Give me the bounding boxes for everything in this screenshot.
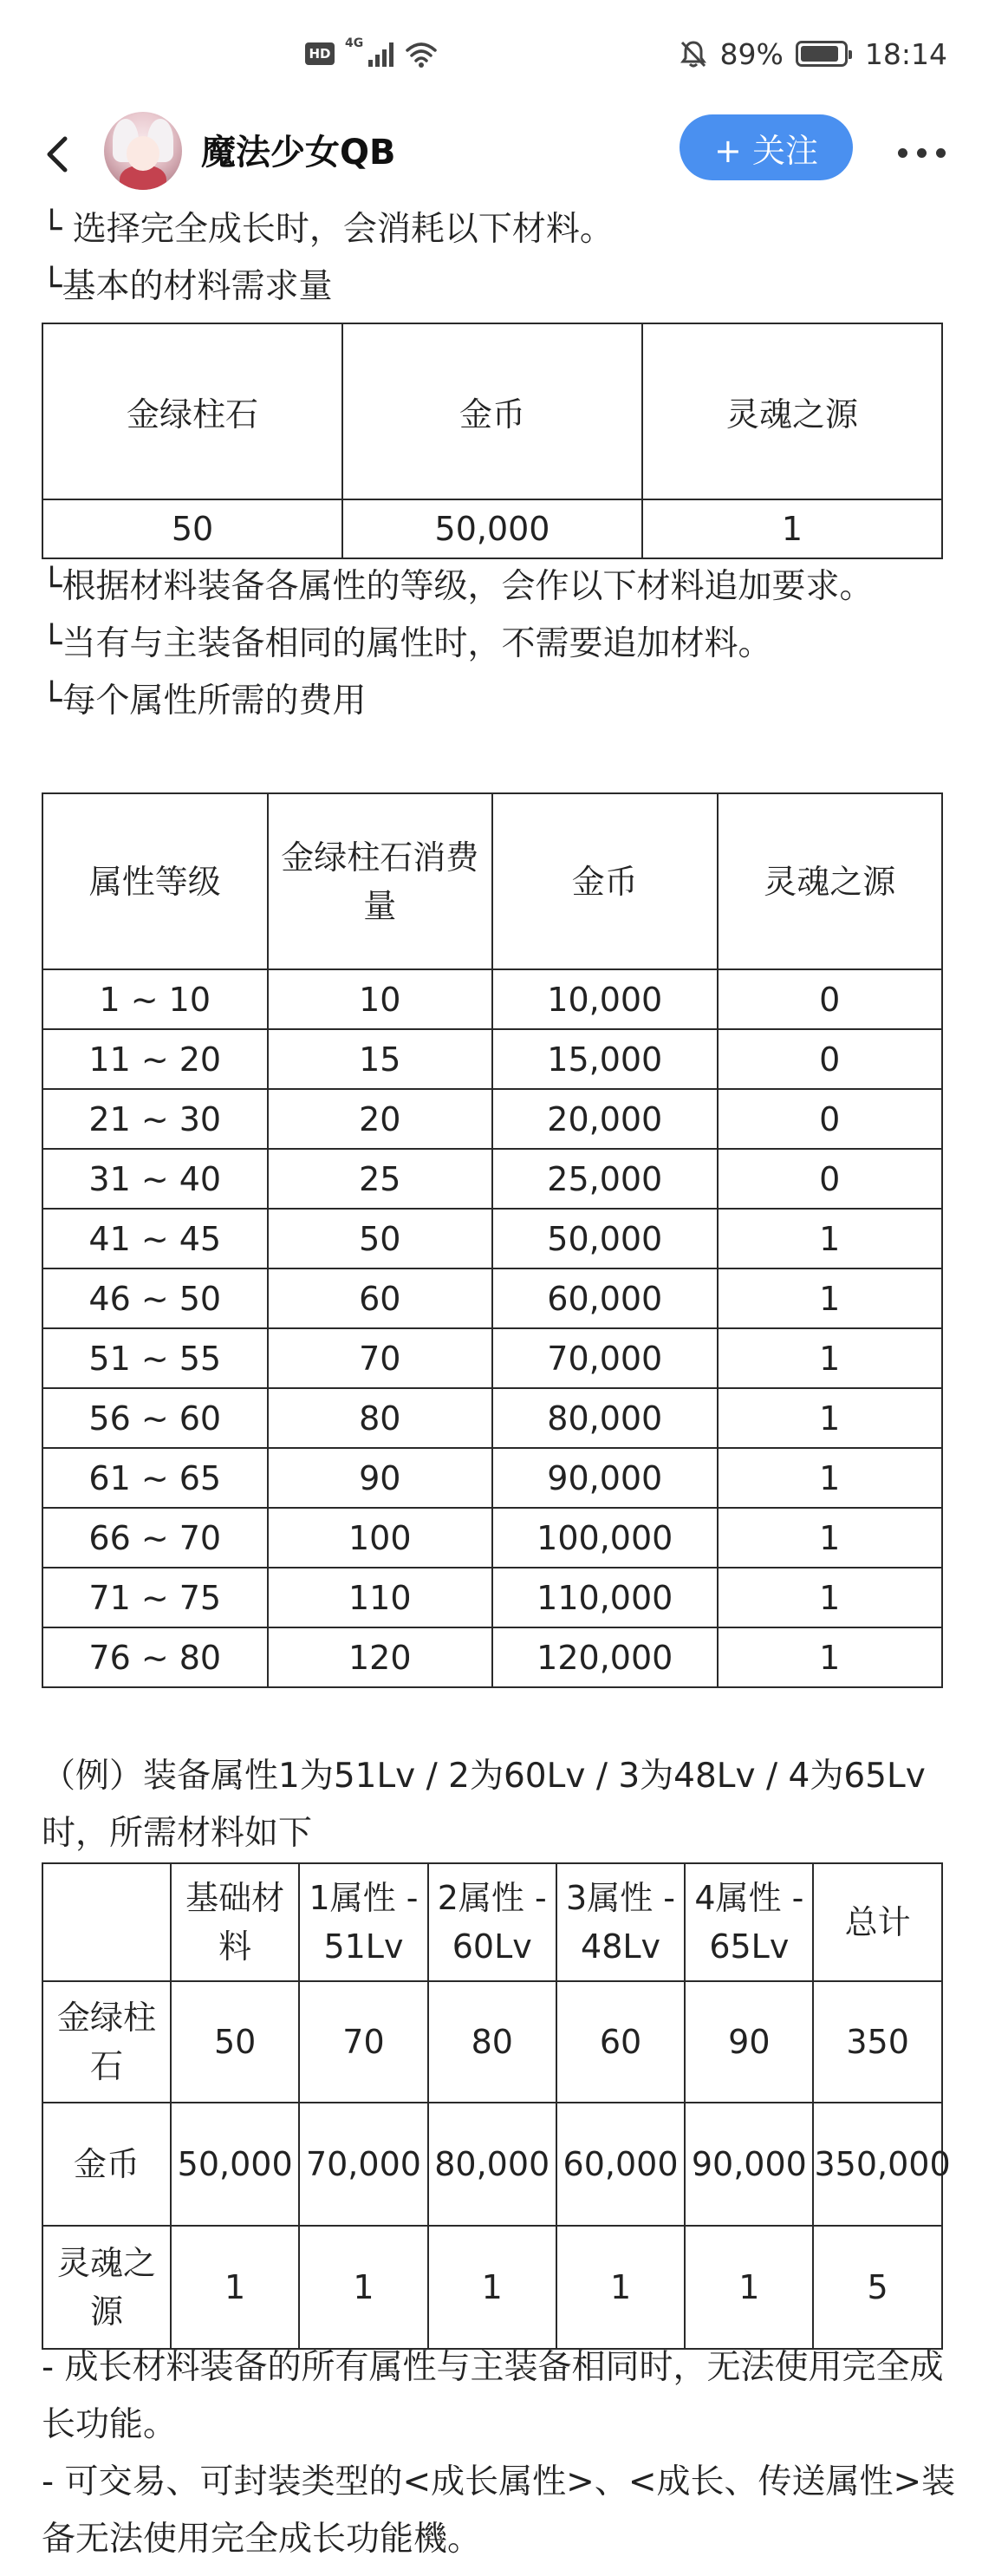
table-cell: 0 (718, 1089, 943, 1149)
table-cell: 1 (718, 1328, 943, 1388)
table-cell: 100,000 (492, 1508, 718, 1568)
hd-icon: HD (305, 42, 335, 65)
table-header-row (42, 793, 942, 969)
note-1: - 成长材料装备的所有属性与主装备相同时，无法使用完全成长功能。 (42, 2348, 944, 2444)
status-right (679, 33, 947, 75)
clock: 18:14 (864, 36, 947, 71)
table-header-cell: 基础材料 (171, 1863, 299, 1981)
wifi-icon (404, 40, 439, 68)
table-cell: 46 ~ 50 (42, 1268, 268, 1328)
additional-requirements-text (42, 558, 952, 730)
table-cell: 70,000 (299, 2103, 427, 2226)
table-cell: 80 (268, 1388, 493, 1448)
table-cell: 60 (268, 1268, 493, 1328)
table-cell: 61 ~ 65 (42, 1448, 268, 1508)
table-cell: 60,000 (556, 2103, 685, 2226)
table-row (42, 1627, 942, 1687)
table-cell: 11 ~ 20 (42, 1029, 268, 1089)
table-cell: 350,000 (813, 2103, 941, 2226)
table-row (42, 1448, 942, 1508)
status-network-icons (305, 33, 439, 75)
mute-bell-icon (679, 39, 708, 68)
signal-icon (368, 41, 393, 67)
table-cell: 31 ~ 40 (42, 1149, 268, 1209)
table-row (42, 1508, 942, 1568)
table-cell: 1 (556, 2226, 685, 2349)
requirement-line-2: └当有与主装备相同的属性时，不需要追加材料。 (42, 624, 772, 663)
table-header-cell: 金绿柱石消费量 (268, 793, 493, 969)
table-cell: 120 (268, 1627, 493, 1687)
table-cell: 1 ~ 10 (42, 969, 268, 1029)
table-cell: 70 (268, 1328, 493, 1388)
table-cell: 1 (718, 1508, 943, 1568)
row-label-cell: 灵魂之源 (42, 2226, 171, 2349)
table-row (42, 1149, 942, 1209)
table-row (42, 1209, 942, 1268)
table-cell: 10 (268, 969, 493, 1029)
table-cell: 60 (556, 1981, 685, 2103)
table-cell: 110 (268, 1568, 493, 1627)
table-header-cell: 1属性 - 51Lv (299, 1863, 427, 1981)
requirement-paragraph: └根据材料装备各属性的等级，会作以下材料追加要求。 (42, 567, 874, 606)
table-cell: 1 (718, 1388, 943, 1448)
table-cell: 50 (42, 499, 342, 558)
table-cell: 100 (268, 1508, 493, 1568)
intro-text (42, 201, 952, 316)
table-cell: 1 (718, 1448, 943, 1508)
row-label-cell: 金绿柱石 (42, 1981, 171, 2103)
table-header-cell: 金币 (492, 793, 718, 969)
table-row (42, 1388, 942, 1448)
notes (42, 2339, 960, 2568)
table-cell: 80 (428, 1981, 556, 2103)
table-header-cell: 2属性 - 60Lv (428, 1863, 556, 1981)
table-header-row (42, 1863, 942, 1981)
table-cell: 76 ~ 80 (42, 1627, 268, 1687)
basic-material-table (42, 323, 943, 559)
table-cell: 15 (268, 1029, 493, 1089)
table-cell: 1 (428, 2226, 556, 2349)
network-type-label: 4G (345, 36, 364, 50)
table-header-cell: 3属性 - 48Lv (556, 1863, 685, 1981)
table-cell: 120,000 (492, 1627, 718, 1687)
row-label-cell: 金币 (42, 2103, 171, 2226)
table-cell: 25 (268, 1149, 493, 1209)
table-cell: 90,000 (685, 2103, 813, 2226)
table-cell: 0 (718, 1029, 943, 1089)
table-cell: 15,000 (492, 1029, 718, 1089)
intro-line-2: └基本的材料需求量 (42, 267, 333, 306)
table-cell: 0 (718, 969, 943, 1029)
table-cell: 1 (171, 2226, 299, 2349)
table-header-row (42, 323, 942, 499)
table-cell: 50,000 (492, 1209, 718, 1268)
table-cell: 20 (268, 1089, 493, 1149)
table-cell: 90 (268, 1448, 493, 1508)
post-header (0, 106, 982, 201)
table-row (42, 2103, 942, 2226)
table-row (42, 969, 942, 1029)
table-cell: 350 (813, 1981, 941, 2103)
more-dot (898, 148, 907, 158)
table-cell: 50 (268, 1209, 493, 1268)
table-row (42, 1568, 942, 1627)
table-header-cell: 灵魂之源 (642, 323, 942, 499)
status-bar (0, 0, 982, 106)
table-cell: 1 (685, 2226, 813, 2349)
table-cell: 1 (718, 1268, 943, 1328)
table-row (42, 499, 942, 558)
example-text: （例）装备属性1为51Lv / 2为60Lv / 3为48Lv / 4为65Lv时，所需材料如下 (42, 1757, 926, 1853)
attribute-cost-table (42, 792, 943, 1688)
chevron-left-icon (44, 135, 70, 173)
table-header-cell: 4属性 - 65Lv (685, 1863, 813, 1981)
table-cell: 56 ~ 60 (42, 1388, 268, 1448)
more-options-button[interactable] (887, 127, 956, 179)
table-cell: 20,000 (492, 1089, 718, 1149)
table-cell: 25,000 (492, 1149, 718, 1209)
table-cell: 50,000 (342, 499, 642, 558)
note-2: - 可交易、可封装类型的<成长属性>、<成长、传送属性>装备无法使用完全成长功能機。 (42, 2462, 956, 2559)
more-dot (917, 148, 927, 158)
table-cell: 60,000 (492, 1268, 718, 1328)
table-cell: 5 (813, 2226, 941, 2349)
table-cell: 10,000 (492, 969, 718, 1029)
example-material-table (42, 1862, 951, 2350)
table-cell: 1 (718, 1209, 943, 1268)
table-cell: 1 (299, 2226, 427, 2349)
requirement-line-3: └每个属性所需的费用 (42, 681, 367, 721)
table-cell: 0 (718, 1149, 943, 1209)
table-cell: 1 (642, 499, 942, 558)
table-cell: 66 ~ 70 (42, 1508, 268, 1568)
table-cell: 70,000 (492, 1328, 718, 1388)
avatar[interactable] (104, 112, 182, 190)
intro-line-1: └ 选择完全成长时，会消耗以下材料。 (42, 210, 614, 249)
table-cell: 80,000 (492, 1388, 718, 1448)
table-header-cell: 金绿柱石 (42, 323, 342, 499)
table-cell: 51 ~ 55 (42, 1328, 268, 1388)
table-row (42, 1268, 942, 1328)
back-button[interactable] (31, 128, 83, 180)
table-header-cell: 金币 (342, 323, 642, 499)
battery-icon (796, 41, 848, 67)
table-cell: 41 ~ 45 (42, 1209, 268, 1268)
table-header-cell: 总计 (813, 1863, 941, 1981)
table-cell: 1 (718, 1568, 943, 1627)
table-header-cell: 灵魂之源 (718, 793, 943, 969)
table-cell: 110,000 (492, 1568, 718, 1627)
table-row (42, 1328, 942, 1388)
more-dot (936, 148, 946, 158)
table-cell: 71 ~ 75 (42, 1568, 268, 1627)
table-row (42, 2226, 942, 2349)
table-header-cell: 属性等级 (42, 793, 268, 969)
table-row (42, 1981, 942, 2103)
table-cell: 21 ~ 30 (42, 1089, 268, 1149)
table-cell: 50,000 (171, 2103, 299, 2226)
table-cell: 70 (299, 1981, 427, 2103)
battery-percent: 89% (719, 36, 784, 71)
table-cell: 1 (718, 1627, 943, 1687)
table-cell: 90 (685, 1981, 813, 2103)
username[interactable]: 魔法少女QB (201, 133, 396, 173)
table-row (42, 1089, 942, 1149)
table-row (42, 1029, 942, 1089)
follow-button[interactable]: + 关注 (680, 114, 853, 180)
table-header-cell (42, 1863, 171, 1981)
table-cell: 90,000 (492, 1448, 718, 1508)
table-cell: 80,000 (428, 2103, 556, 2226)
table-cell: 50 (171, 1981, 299, 2103)
